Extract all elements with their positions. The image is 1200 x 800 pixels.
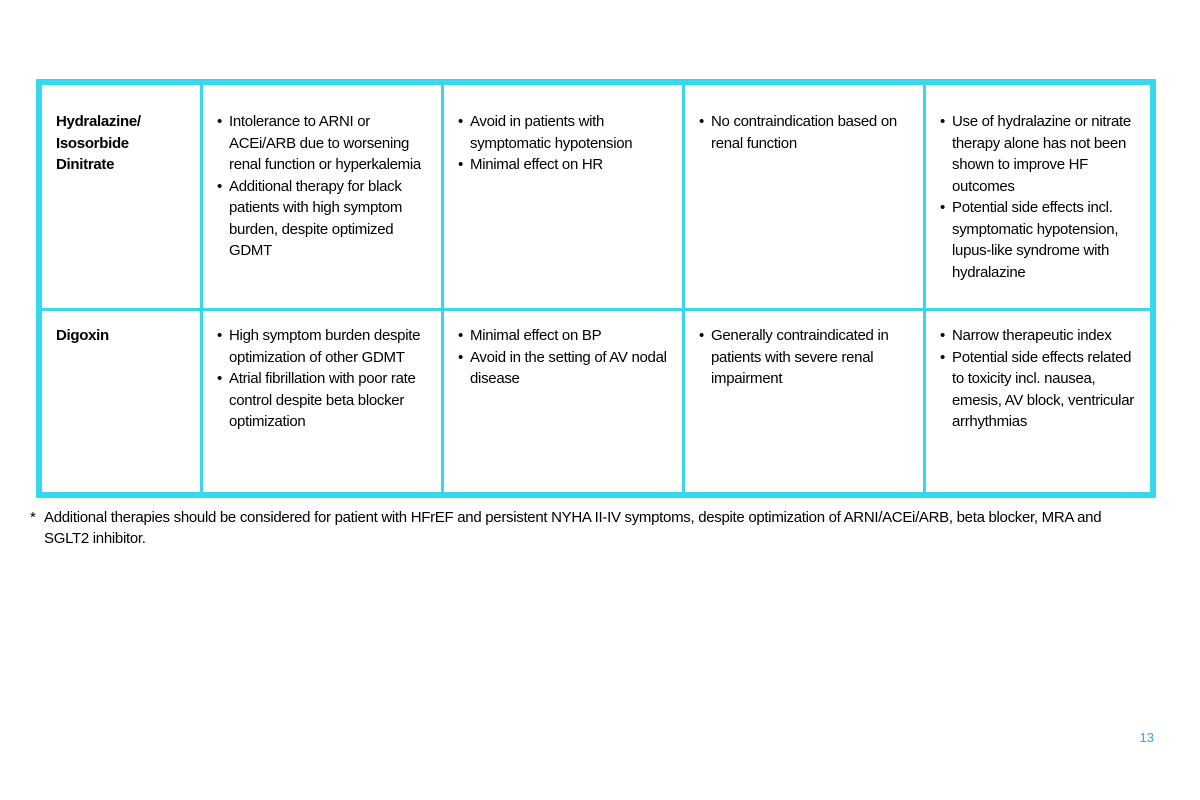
- bullet-list: [456, 325, 672, 390]
- bullet-list: [456, 111, 672, 176]
- bullet-item: • Generally contraindicated in patients with severe renal impairment: [697, 325, 913, 390]
- notes-cell: [925, 310, 1152, 494]
- footnote-text: Additional therapies should be considered for patient with HFrEF and persistent NYHA II-IV symptoms, despite optimization of ARNI/ACEi/ARB, beta blocker, MRA and SGLT2 inhibitor.: [44, 509, 1102, 547]
- bullet-item: • Avoid in the setting of AV nodal disease: [456, 347, 672, 390]
- bullet-item: • Atrial fibrillation with poor rate control despite beta blocker optimization: [215, 368, 431, 433]
- bullet-list: [938, 325, 1140, 433]
- therapy-table: [39, 82, 1153, 495]
- footnote-marker: *: [30, 509, 36, 526]
- bullet-item: • Avoid in patients with symptomatic hypotension: [456, 111, 672, 154]
- bullet-item: • Minimal effect on HR: [456, 154, 672, 176]
- table-row: [41, 84, 1152, 310]
- hemodynamics-cell: [443, 310, 684, 494]
- table-row: [41, 310, 1152, 494]
- bullet-item: • No contraindication based on renal function: [697, 111, 913, 154]
- hemodynamics-cell: [443, 84, 684, 310]
- notes-cell: [925, 84, 1152, 310]
- bullet-list: [697, 111, 913, 154]
- bullet-item: • Additional therapy for black patients with high symptom burden, despite optimized GDMT: [215, 176, 431, 262]
- drug-name-cell: [41, 84, 202, 310]
- footnote: [30, 507, 1140, 549]
- bullet-item: • Use of hydralazine or nitrate therapy alone has not been shown to improve HF outcomes: [938, 111, 1140, 197]
- indications-cell: [202, 84, 443, 310]
- bullet-list: [697, 325, 913, 390]
- bullet-item: • Intolerance to ARNI or ACEi/ARB due to worsening renal function or hyperkalemia: [215, 111, 431, 176]
- bullet-item: • Potential side effects incl. symptomatic hypotension, lupus-like syndrome with hydralazine: [938, 197, 1140, 283]
- bullet-item: • Minimal effect on BP: [456, 325, 672, 347]
- bullet-list: [215, 111, 431, 262]
- page-number: 13: [1139, 730, 1154, 745]
- drug-name: Digoxin: [56, 327, 109, 344]
- bullet-item: • Narrow therapeutic index: [938, 325, 1140, 347]
- drug-name: Hydralazine/ Isosorbide Dinitrate: [56, 113, 141, 173]
- bullet-list: [215, 325, 431, 433]
- bullet-item: • High symptom burden despite optimization of other GDMT: [215, 325, 431, 368]
- indications-cell: [202, 310, 443, 494]
- therapy-table-container: [36, 79, 1156, 498]
- bullet-item: • Potential side effects related to toxicity incl. nausea, emesis, AV block, ventricular arrhythmias: [938, 347, 1140, 433]
- renal-cell: [684, 84, 925, 310]
- bullet-list: [938, 111, 1140, 283]
- drug-name-cell: [41, 310, 202, 494]
- renal-cell: [684, 310, 925, 494]
